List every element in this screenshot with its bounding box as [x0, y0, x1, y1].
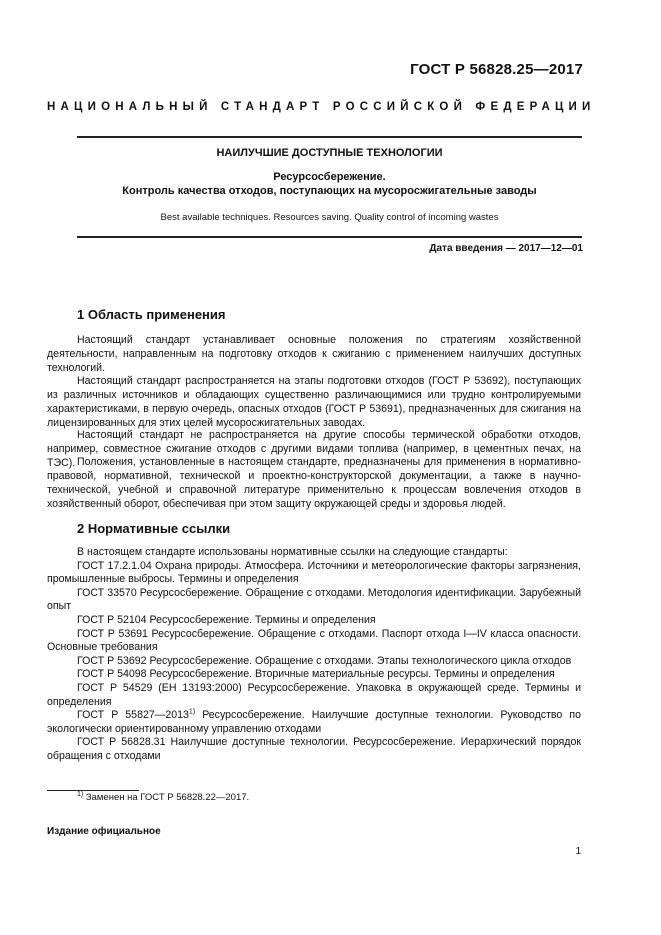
english-title: Best available techniques. Resources saving. Quality control of incoming wastes	[160, 212, 499, 223]
references-intro: В настоящем стандарте использованы нормативные ссылки на следующие стандарты:	[77, 546, 508, 558]
reference-item: ГОСТ Р 54098 Ресурсосбережение. Вторичные материальные ресурсы. Термины и определения	[77, 668, 555, 681]
reference-item: ГОСТ Р 56828.31 Наилучшие доступные технологии. Ресурсосбережение. Иерархический порядок обращения с отходами	[47, 736, 581, 762]
reference-item: ГОСТ Р 54529 (ЕН 13193:2000) Ресурсосбережение. Упаковка в окружающей среде. Термины и определения	[47, 681, 581, 708]
subtitle-line-1: Ресурсосбережение.	[273, 171, 386, 183]
section-1-paragraph: Положения, установленные в настоящем стандарте, предназначены для применения в нормативно-правовой, нормативной, технической и проектно-конструкторской документации, а также в научно-технической, учебной и справочной литературе применительно к процессам вовлечения отходов в хозяйственный оборот, обеспечивая при этом защиту окружающей среды и здоровья людей.	[47, 456, 581, 510]
normative-references-list	[47, 546, 581, 764]
footnote-number: 1)	[77, 790, 84, 798]
footnote-separator	[47, 790, 139, 791]
reference-item: ГОСТ 17.2.1.04 Охрана природы. Атмосфера. Источники и метеорологические факторы загрязнения, промышленные выбросы. Термины и определения	[47, 559, 581, 586]
middle-rule	[77, 236, 582, 238]
footnote	[77, 792, 249, 803]
section-1-paragraph: Настоящий стандарт не распространяется на другие способы термической обработки отходов, например, совместное сжигание отходов с другими видами топлива (например, в цементных печах, на ТЭС).	[47, 429, 581, 469]
introduction-date: Дата введения — 2017—12—01	[429, 243, 583, 254]
main-title: НАИЛУЧШИЕ ДОСТУПНЫЕ ТЕХНОЛОГИИ	[216, 147, 443, 159]
reference-item-footnoted	[47, 709, 581, 736]
official-edition-label: Издание официальное	[47, 826, 161, 837]
top-rule	[77, 136, 582, 138]
reference-item: ГОСТ Р 52104 Ресурсосбережение. Термины и определения	[77, 613, 376, 626]
section-1-paragraph: Настоящий стандарт распространяется на этапы подготовки отходов (ГОСТ Р 53692), поступающих из различных источников и обладающих существенно различающимися или трудно контролируемыми характеристиками, в первую очередь, опасных отходов (ГОСТ Р 53691), предназначенных для сжигания на лицензированных для этих целей мусоросжигательных заводах.	[47, 375, 581, 429]
reference-code: ГОСТ Р 55827—2013	[77, 709, 189, 722]
page-number: 1	[575, 846, 581, 857]
reference-item: ГОСТ Р 53691 Ресурсосбережение. Обращение с отходами. Паспорт отхода I—IV класса опасности. Основные требования	[47, 627, 581, 654]
document-number: ГОСТ Р 56828.25—2017	[410, 61, 583, 78]
section-1-heading: 1 Область применения	[77, 307, 226, 322]
section-2-heading: 2 Нормативные ссылки	[77, 521, 231, 536]
footnote-marker[interactable]: 1)	[188, 708, 196, 716]
reference-text: Ресурсосбережение. Наилучшие доступные технологии. Руководство по экологически ориентированному управлению отходами	[47, 709, 581, 735]
reference-item: ГОСТ Р 53692 Ресурсосбережение. Обращение с отходами. Этапы технологического цикла отходов	[77, 654, 572, 667]
reference-item: ГОСТ 33570 Ресурсосбережение. Обращение с отходами. Методология идентификации. Зарубежный опыт	[47, 586, 581, 613]
national-standard-banner: НАЦИОНАЛЬНЫЙ СТАНДАРТ РОССИЙСКОЙ ФЕДЕРАЦИИ	[47, 101, 596, 113]
section-1-paragraph: Настоящий стандарт устанавливает основные положения по стратегиям хозяйственной деятельности, направленным на подготовку отходов к сжиганию с применением наилучших доступных технологий.	[47, 334, 581, 374]
subtitle-line-2: Контроль качества отходов, поступающих на мусоросжигательные заводы	[122, 185, 537, 197]
footnote-text: Заменен на ГОСТ Р 56828.22—2017.	[83, 792, 250, 803]
